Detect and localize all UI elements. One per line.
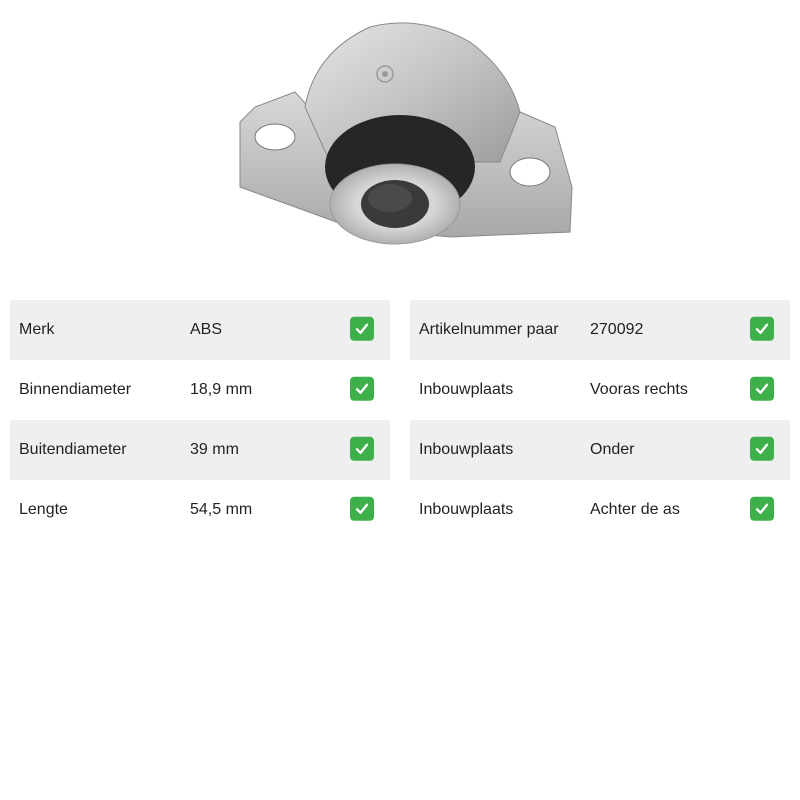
- spec-table-right: [410, 300, 790, 540]
- spec-value: 270092: [590, 321, 644, 338]
- spec-label: Inbouwplaats: [419, 381, 514, 398]
- spec-value: Onder: [590, 441, 635, 458]
- spec-row: [10, 420, 390, 480]
- spec-label: Artikelnummer paar: [419, 321, 559, 338]
- bushing-bracket-photo-icon: [220, 12, 580, 257]
- check-icon: [350, 437, 374, 461]
- spec-label: Buitendiameter: [19, 441, 127, 458]
- spec-row: [10, 300, 390, 360]
- spec-value: Achter de as: [590, 501, 680, 518]
- check-icon: [350, 317, 374, 341]
- spec-value: 39 mm: [190, 441, 239, 458]
- product-image: [220, 12, 580, 257]
- spec-value: 54,5 mm: [190, 501, 253, 518]
- spec-label: Merk: [19, 321, 55, 338]
- spec-row: [410, 300, 790, 360]
- check-icon: [750, 317, 774, 341]
- spec-row: [10, 480, 390, 540]
- check-icon: [750, 437, 774, 461]
- check-icon: [750, 377, 774, 401]
- spec-value: Vooras rechts: [590, 381, 688, 398]
- check-icon: [350, 497, 374, 521]
- spec-row: [410, 420, 790, 480]
- spec-label: Binnendiameter: [19, 381, 132, 398]
- spec-table-left: [10, 300, 390, 540]
- spec-row: [10, 360, 390, 420]
- spec-value: 18,9 mm: [190, 381, 253, 398]
- spec-label: Inbouwplaats: [419, 441, 514, 458]
- spec-row: [410, 480, 790, 540]
- check-icon: [350, 377, 374, 401]
- spec-row: [410, 360, 790, 420]
- spec-value: ABS: [190, 321, 223, 338]
- check-icon: [750, 497, 774, 521]
- spec-label: Lengte: [19, 501, 68, 518]
- spec-label: Inbouwplaats: [419, 501, 514, 518]
